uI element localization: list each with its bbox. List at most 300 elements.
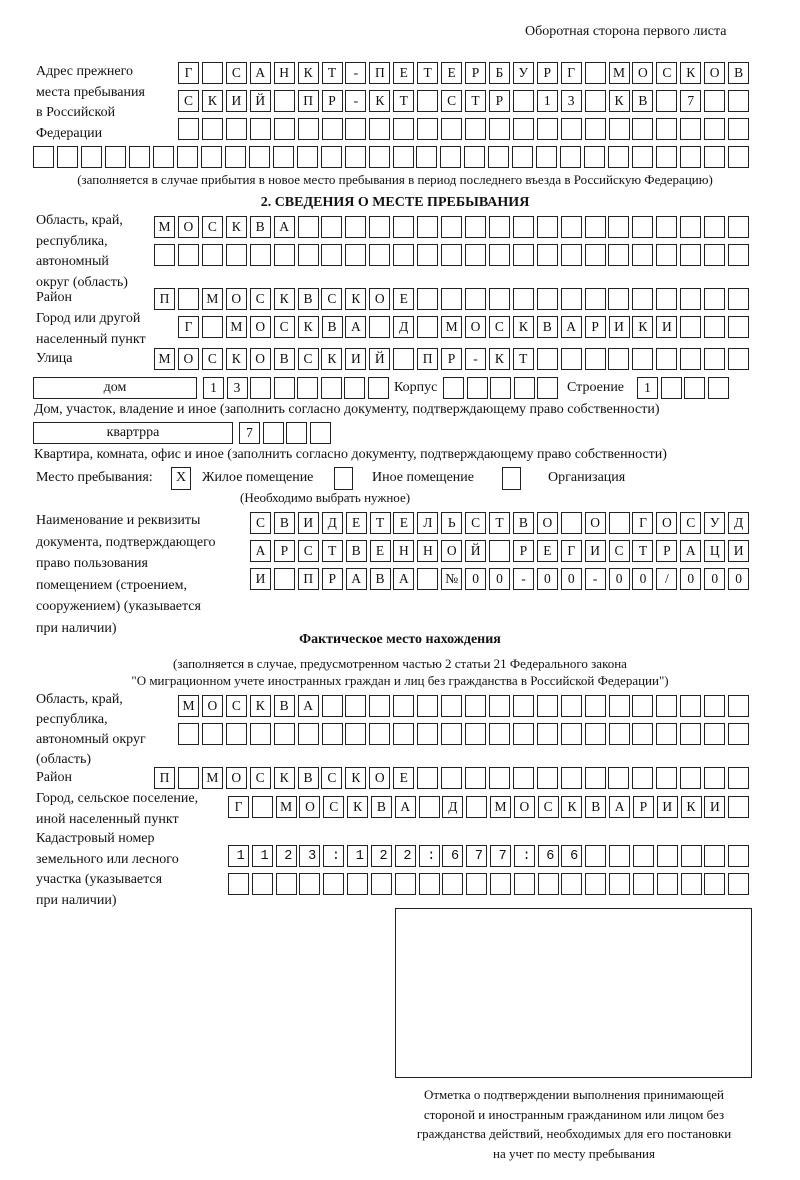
letter-cell[interactable]: [656, 244, 677, 266]
letter-cell[interactable]: М: [178, 695, 199, 717]
previous-address-row-2[interactable]: [178, 90, 752, 112]
letter-cell[interactable]: [177, 146, 198, 168]
letter-cell[interactable]: 7: [680, 90, 701, 112]
letter-cell[interactable]: [225, 146, 246, 168]
actual-region-row-2[interactable]: [178, 723, 752, 745]
letter-cell[interactable]: [680, 348, 701, 370]
letter-cell[interactable]: [633, 845, 654, 867]
letter-cell[interactable]: [513, 695, 534, 717]
letter-cell[interactable]: О: [465, 316, 486, 338]
letter-cell[interactable]: [322, 723, 343, 745]
letter-cell[interactable]: [178, 723, 199, 745]
korpus-row[interactable]: [443, 377, 561, 399]
letter-cell[interactable]: Б: [489, 62, 510, 84]
city-row[interactable]: [178, 316, 752, 338]
letter-cell[interactable]: [250, 118, 271, 140]
letter-cell[interactable]: [202, 118, 223, 140]
letter-cell[interactable]: Г: [561, 62, 582, 84]
letter-cell[interactable]: [489, 540, 510, 562]
letter-cell[interactable]: В: [632, 90, 653, 112]
letter-cell[interactable]: У: [513, 62, 534, 84]
letter-cell[interactable]: [442, 873, 463, 895]
letter-cell[interactable]: [704, 146, 725, 168]
letter-cell[interactable]: [632, 288, 653, 310]
letter-cell[interactable]: А: [346, 568, 367, 590]
letter-cell[interactable]: [656, 288, 677, 310]
letter-cell[interactable]: Ц: [704, 540, 725, 562]
letter-cell[interactable]: [465, 216, 486, 238]
letter-cell[interactable]: [490, 873, 511, 895]
letter-cell[interactable]: 0: [632, 568, 653, 590]
letter-cell[interactable]: [585, 288, 606, 310]
letter-cell[interactable]: [728, 695, 749, 717]
letter-cell[interactable]: [57, 146, 78, 168]
letter-cell[interactable]: С: [489, 316, 510, 338]
letter-cell[interactable]: А: [561, 316, 582, 338]
letter-cell[interactable]: О: [632, 62, 653, 84]
letter-cell[interactable]: [274, 568, 295, 590]
letter-cell[interactable]: 1: [637, 377, 658, 399]
letter-cell[interactable]: О: [369, 288, 390, 310]
letter-cell[interactable]: [704, 845, 725, 867]
district-row[interactable]: [154, 288, 752, 310]
letter-cell[interactable]: [728, 146, 749, 168]
letter-cell[interactable]: [417, 244, 438, 266]
letter-cell[interactable]: 7: [239, 422, 260, 444]
letter-cell[interactable]: О: [178, 216, 199, 238]
letter-cell[interactable]: [561, 118, 582, 140]
letter-cell[interactable]: [656, 90, 677, 112]
letter-cell[interactable]: Р: [585, 316, 606, 338]
letter-cell[interactable]: К: [345, 767, 366, 789]
letter-cell[interactable]: [369, 216, 390, 238]
letter-cell[interactable]: [561, 216, 582, 238]
letter-cell[interactable]: [728, 216, 749, 238]
letter-cell[interactable]: [369, 723, 390, 745]
letter-cell[interactable]: Е: [537, 540, 558, 562]
letter-cell[interactable]: [585, 695, 606, 717]
letter-cell[interactable]: Е: [393, 767, 414, 789]
letter-cell[interactable]: /: [656, 568, 677, 590]
letter-cell[interactable]: [465, 244, 486, 266]
letter-cell[interactable]: О: [369, 767, 390, 789]
letter-cell[interactable]: [465, 723, 486, 745]
letter-cell[interactable]: [585, 873, 606, 895]
letter-cell[interactable]: Л: [417, 512, 438, 534]
letter-cell[interactable]: [513, 216, 534, 238]
house-number-row[interactable]: [203, 377, 391, 399]
letter-cell[interactable]: 0: [489, 568, 510, 590]
letter-cell[interactable]: [297, 377, 318, 399]
letter-cell[interactable]: [345, 244, 366, 266]
letter-cell[interactable]: Р: [656, 540, 677, 562]
letter-cell[interactable]: [728, 118, 749, 140]
letter-cell[interactable]: [178, 244, 199, 266]
letter-cell[interactable]: [393, 216, 414, 238]
letter-cell[interactable]: В: [322, 316, 343, 338]
letter-cell[interactable]: [661, 377, 682, 399]
letter-cell[interactable]: [298, 723, 319, 745]
letter-cell[interactable]: [395, 873, 416, 895]
letter-cell[interactable]: [537, 695, 558, 717]
letter-cell[interactable]: А: [274, 216, 295, 238]
letter-cell[interactable]: [728, 244, 749, 266]
letter-cell[interactable]: [465, 118, 486, 140]
letter-cell[interactable]: С: [226, 62, 247, 84]
letter-cell[interactable]: В: [585, 796, 606, 818]
letter-cell[interactable]: П: [154, 767, 175, 789]
letter-cell[interactable]: О: [250, 316, 271, 338]
letter-cell[interactable]: Е: [393, 288, 414, 310]
letter-cell[interactable]: [417, 216, 438, 238]
letter-cell[interactable]: [513, 90, 534, 112]
letter-cell[interactable]: [129, 146, 150, 168]
letter-cell[interactable]: [441, 216, 462, 238]
letter-cell[interactable]: [250, 723, 271, 745]
letter-cell[interactable]: [561, 723, 582, 745]
letter-cell[interactable]: [347, 873, 368, 895]
actual-district-row[interactable]: [154, 767, 752, 789]
letter-cell[interactable]: [680, 118, 701, 140]
letter-cell[interactable]: [321, 216, 342, 238]
letter-cell[interactable]: [299, 873, 320, 895]
letter-cell[interactable]: А: [250, 62, 271, 84]
letter-cell[interactable]: [466, 873, 487, 895]
letter-cell[interactable]: О: [226, 767, 247, 789]
letter-cell[interactable]: С: [321, 767, 342, 789]
letter-cell[interactable]: [443, 377, 464, 399]
letter-cell[interactable]: И: [226, 90, 247, 112]
letter-cell[interactable]: [632, 348, 653, 370]
letter-cell[interactable]: [561, 348, 582, 370]
letter-cell[interactable]: -: [513, 568, 534, 590]
letter-cell[interactable]: [228, 873, 249, 895]
letter-cell[interactable]: И: [345, 348, 366, 370]
letter-cell[interactable]: У: [704, 512, 725, 534]
letter-cell[interactable]: [632, 695, 653, 717]
letter-cell[interactable]: [704, 316, 725, 338]
letter-cell[interactable]: Г: [228, 796, 249, 818]
letter-cell[interactable]: К: [298, 316, 319, 338]
letter-cell[interactable]: [489, 723, 510, 745]
letter-cell[interactable]: [513, 767, 534, 789]
letter-cell[interactable]: Т: [322, 540, 343, 562]
letter-cell[interactable]: [680, 244, 701, 266]
letter-cell[interactable]: [252, 873, 273, 895]
letter-cell[interactable]: [680, 316, 701, 338]
letter-cell[interactable]: К: [489, 348, 510, 370]
letter-cell[interactable]: [513, 118, 534, 140]
cadastre-row-1[interactable]: [228, 845, 752, 867]
letter-cell[interactable]: 0: [609, 568, 630, 590]
letter-cell[interactable]: [417, 316, 438, 338]
letter-cell[interactable]: [441, 288, 462, 310]
letter-cell[interactable]: 3: [227, 377, 248, 399]
letter-cell[interactable]: [561, 244, 582, 266]
letter-cell[interactable]: Р: [465, 62, 486, 84]
letter-cell[interactable]: [298, 244, 319, 266]
letter-cell[interactable]: [323, 873, 344, 895]
letter-cell[interactable]: С: [250, 288, 271, 310]
letter-cell[interactable]: [680, 216, 701, 238]
letter-cell[interactable]: М: [490, 796, 511, 818]
letter-cell[interactable]: [393, 723, 414, 745]
letter-cell[interactable]: [33, 146, 54, 168]
letter-cell[interactable]: К: [226, 216, 247, 238]
letter-cell[interactable]: [608, 767, 629, 789]
letter-cell[interactable]: В: [513, 512, 534, 534]
letter-cell[interactable]: [202, 316, 223, 338]
letter-cell[interactable]: К: [680, 62, 701, 84]
letter-cell[interactable]: [584, 146, 605, 168]
letter-cell[interactable]: С: [323, 796, 344, 818]
letter-cell[interactable]: Т: [393, 90, 414, 112]
letter-cell[interactable]: [273, 146, 294, 168]
letter-cell[interactable]: К: [561, 796, 582, 818]
letter-cell[interactable]: Т: [417, 62, 438, 84]
letter-cell[interactable]: [704, 288, 725, 310]
letter-cell[interactable]: В: [346, 540, 367, 562]
letter-cell[interactable]: 0: [680, 568, 701, 590]
letter-cell[interactable]: О: [585, 512, 606, 534]
letter-cell[interactable]: [419, 796, 440, 818]
letter-cell[interactable]: Р: [441, 348, 462, 370]
letter-cell[interactable]: [321, 244, 342, 266]
letter-cell[interactable]: М: [202, 288, 223, 310]
letter-cell[interactable]: [656, 695, 677, 717]
letter-cell[interactable]: И: [585, 540, 606, 562]
letter-cell[interactable]: [680, 146, 701, 168]
letter-cell[interactable]: [704, 118, 725, 140]
letter-cell[interactable]: Й: [250, 90, 271, 112]
letter-cell[interactable]: [369, 118, 390, 140]
flat-type-field[interactable]: квартрра: [33, 422, 233, 444]
letter-cell[interactable]: Р: [537, 62, 558, 84]
letter-cell[interactable]: М: [609, 62, 630, 84]
letter-cell[interactable]: [656, 146, 677, 168]
letter-cell[interactable]: [608, 288, 629, 310]
letter-cell[interactable]: С: [321, 288, 342, 310]
letter-cell[interactable]: [632, 118, 653, 140]
letter-cell[interactable]: Р: [274, 540, 295, 562]
letter-cell[interactable]: [537, 723, 558, 745]
letter-cell[interactable]: К: [274, 767, 295, 789]
letter-cell[interactable]: В: [274, 348, 295, 370]
stay-option-organization-checkbox[interactable]: [502, 467, 521, 490]
letter-cell[interactable]: [369, 695, 390, 717]
letter-cell[interactable]: [465, 767, 486, 789]
letter-cell[interactable]: [465, 695, 486, 717]
letter-cell[interactable]: [680, 288, 701, 310]
letter-cell[interactable]: [585, 244, 606, 266]
letter-cell[interactable]: [416, 146, 437, 168]
letter-cell[interactable]: [201, 146, 222, 168]
letter-cell[interactable]: С: [609, 540, 630, 562]
letter-cell[interactable]: К: [298, 62, 319, 84]
letter-cell[interactable]: [708, 377, 729, 399]
letter-cell[interactable]: К: [609, 90, 630, 112]
letter-cell[interactable]: А: [298, 695, 319, 717]
letter-cell[interactable]: М: [154, 216, 175, 238]
letter-cell[interactable]: [704, 695, 725, 717]
letter-cell[interactable]: [728, 316, 749, 338]
letter-cell[interactable]: [632, 723, 653, 745]
letter-cell[interactable]: [252, 796, 273, 818]
letter-cell[interactable]: О: [704, 62, 725, 84]
actual-city-row[interactable]: [228, 796, 752, 818]
letter-cell[interactable]: [489, 288, 510, 310]
letter-cell[interactable]: Т: [513, 348, 534, 370]
letter-cell[interactable]: С: [178, 90, 199, 112]
letter-cell[interactable]: [417, 767, 438, 789]
letter-cell[interactable]: [417, 695, 438, 717]
letter-cell[interactable]: [680, 695, 701, 717]
letter-cell[interactable]: [561, 873, 582, 895]
letter-cell[interactable]: [154, 244, 175, 266]
letter-cell[interactable]: [393, 348, 414, 370]
letter-cell[interactable]: [274, 723, 295, 745]
letter-cell[interactable]: [585, 348, 606, 370]
letter-cell[interactable]: [537, 216, 558, 238]
letter-cell[interactable]: -: [585, 568, 606, 590]
letter-cell[interactable]: [371, 873, 392, 895]
letter-cell[interactable]: К: [513, 316, 534, 338]
letter-cell[interactable]: Е: [346, 512, 367, 534]
letter-cell[interactable]: С: [202, 348, 223, 370]
letter-cell[interactable]: [441, 244, 462, 266]
letter-cell[interactable]: [632, 767, 653, 789]
document-row-2[interactable]: [250, 540, 752, 562]
letter-cell[interactable]: Е: [393, 512, 414, 534]
letter-cell[interactable]: [656, 348, 677, 370]
letter-cell[interactable]: [609, 845, 630, 867]
letter-cell[interactable]: 3: [561, 90, 582, 112]
previous-address-row-4[interactable]: [33, 146, 752, 168]
letter-cell[interactable]: [202, 723, 223, 745]
street-row[interactable]: [154, 348, 752, 370]
letter-cell[interactable]: -: [345, 62, 366, 84]
letter-cell[interactable]: [728, 90, 749, 112]
letter-cell[interactable]: [417, 568, 438, 590]
letter-cell[interactable]: К: [345, 288, 366, 310]
letter-cell[interactable]: №: [441, 568, 462, 590]
letter-cell[interactable]: [656, 216, 677, 238]
letter-cell[interactable]: Е: [393, 62, 414, 84]
letter-cell[interactable]: [345, 118, 366, 140]
letter-cell[interactable]: [656, 723, 677, 745]
letter-cell[interactable]: [417, 118, 438, 140]
letter-cell[interactable]: В: [274, 695, 295, 717]
flat-number-row[interactable]: [239, 422, 333, 444]
letter-cell[interactable]: [393, 695, 414, 717]
letter-cell[interactable]: Р: [513, 540, 534, 562]
letter-cell[interactable]: А: [393, 568, 414, 590]
letter-cell[interactable]: [263, 422, 284, 444]
letter-cell[interactable]: 0: [537, 568, 558, 590]
stay-option-other-checkbox[interactable]: [334, 467, 353, 490]
letter-cell[interactable]: [728, 348, 749, 370]
letter-cell[interactable]: А: [395, 796, 416, 818]
letter-cell[interactable]: [368, 377, 389, 399]
building-row[interactable]: [637, 377, 731, 399]
letter-cell[interactable]: [512, 146, 533, 168]
letter-cell[interactable]: [656, 118, 677, 140]
letter-cell[interactable]: [178, 288, 199, 310]
document-row-1[interactable]: [250, 512, 752, 534]
letter-cell[interactable]: О: [250, 348, 271, 370]
previous-address-row-3[interactable]: [178, 118, 752, 140]
letter-cell[interactable]: Т: [489, 512, 510, 534]
letter-cell[interactable]: [369, 146, 390, 168]
letter-cell[interactable]: [441, 695, 462, 717]
letter-cell[interactable]: [178, 118, 199, 140]
letter-cell[interactable]: [465, 288, 486, 310]
letter-cell[interactable]: [608, 244, 629, 266]
letter-cell[interactable]: О: [299, 796, 320, 818]
letter-cell[interactable]: [560, 146, 581, 168]
letter-cell[interactable]: [105, 146, 126, 168]
letter-cell[interactable]: 1: [537, 90, 558, 112]
letter-cell[interactable]: [681, 845, 702, 867]
letter-cell[interactable]: [514, 873, 535, 895]
letter-cell[interactable]: [321, 377, 342, 399]
letter-cell[interactable]: Д: [728, 512, 749, 534]
letter-cell[interactable]: [321, 146, 342, 168]
letter-cell[interactable]: [656, 767, 677, 789]
letter-cell[interactable]: [467, 377, 488, 399]
letter-cell[interactable]: -: [345, 90, 366, 112]
letter-cell[interactable]: [536, 146, 557, 168]
region-row-1[interactable]: [154, 216, 752, 238]
letter-cell[interactable]: Е: [370, 540, 391, 562]
letter-cell[interactable]: А: [680, 540, 701, 562]
letter-cell[interactable]: 1: [203, 377, 224, 399]
letter-cell[interactable]: [609, 723, 630, 745]
letter-cell[interactable]: [608, 216, 629, 238]
document-row-3[interactable]: [250, 568, 752, 590]
letter-cell[interactable]: О: [226, 288, 247, 310]
letter-cell[interactable]: [178, 767, 199, 789]
letter-cell[interactable]: П: [154, 288, 175, 310]
letter-cell[interactable]: [704, 216, 725, 238]
letter-cell[interactable]: [585, 118, 606, 140]
letter-cell[interactable]: [441, 723, 462, 745]
letter-cell[interactable]: О: [537, 512, 558, 534]
letter-cell[interactable]: [585, 216, 606, 238]
letter-cell[interactable]: О: [178, 348, 199, 370]
letter-cell[interactable]: [298, 118, 319, 140]
letter-cell[interactable]: П: [369, 62, 390, 84]
letter-cell[interactable]: С: [656, 62, 677, 84]
letter-cell[interactable]: [489, 216, 510, 238]
letter-cell[interactable]: П: [417, 348, 438, 370]
letter-cell[interactable]: [440, 146, 461, 168]
letter-cell[interactable]: [417, 90, 438, 112]
letter-cell[interactable]: О: [514, 796, 535, 818]
letter-cell[interactable]: С: [465, 512, 486, 534]
letter-cell[interactable]: [393, 146, 414, 168]
letter-cell[interactable]: [297, 146, 318, 168]
letter-cell[interactable]: С: [298, 540, 319, 562]
letter-cell[interactable]: [274, 244, 295, 266]
letter-cell[interactable]: В: [298, 767, 319, 789]
letter-cell[interactable]: М: [154, 348, 175, 370]
stay-option-residential-checkbox[interactable]: X: [171, 467, 191, 490]
letter-cell[interactable]: [274, 377, 295, 399]
letter-cell[interactable]: [322, 118, 343, 140]
letter-cell[interactable]: [632, 146, 653, 168]
letter-cell[interactable]: М: [276, 796, 297, 818]
